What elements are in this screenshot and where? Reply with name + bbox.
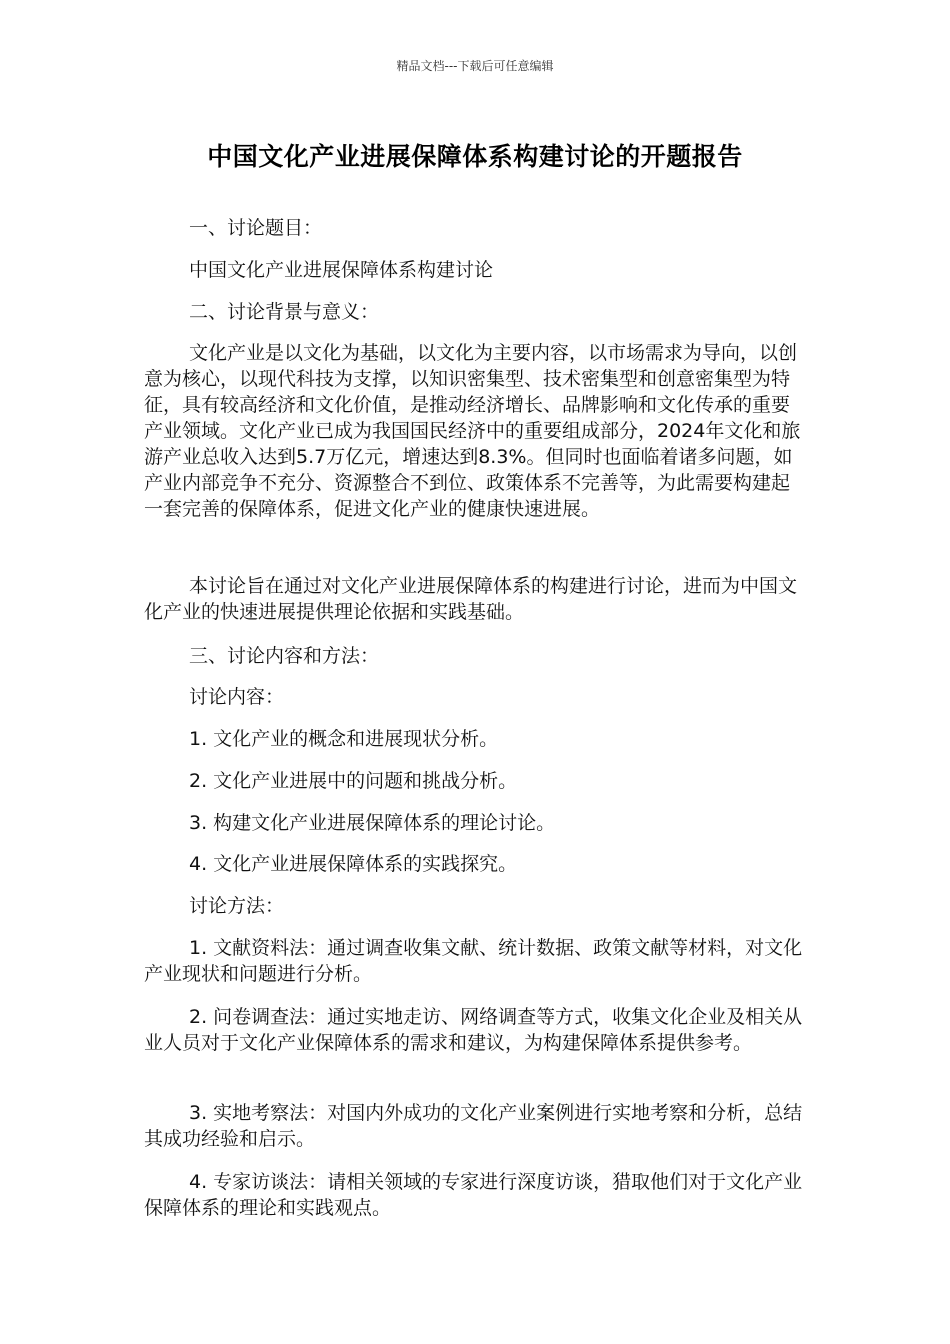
method-item: 3. 实地考察法：对国内外成功的文化产业案例进行实地考察和分析，总结其成功经验和启示。 [144,1102,803,1150]
method-item: 1. 文献资料法：通过调查收集文献、统计数据、政策文献等材料，对文化产业现状和问题进行分析。 [144,937,803,985]
content-item: 3. 构建文化产业进展保障体系的理论讨论。 [189,812,556,834]
method-item: 2. 问卷调查法：通过实地走访、网络调查等方式，收集文化企业及相关从业人员对于文化产业保障体系的需求和建议，为构建保障体系提供参考。 [144,1006,803,1054]
section1-text: 中国文化产业进展保障体系构建讨论 [189,259,494,281]
section2-paragraph-2: 本讨论旨在通过对文化产业进展保障体系的构建进行讨论，进而为中国文化产业的快速进展提供理论依据和实践基础。 [144,575,798,623]
content-heading: 讨论内容： [189,686,285,708]
method-item: 4. 专家访谈法：请相关领域的专家进行深度访谈，猎取他们对于文化产业保障体系的理论和实践观点。 [144,1171,803,1219]
content-item: 1. 文化产业的概念和进展现状分析。 [189,728,499,750]
header-note: 精品文档---下载后可任意编辑 [396,59,554,73]
content-item: 2. 文化产业进展中的问题和挑战分析。 [189,770,518,792]
section3-heading: 三、讨论内容和方法： [189,645,380,667]
section2-heading: 二、讨论背景与意义： [189,301,380,323]
document-title: 中国文化产业进展保障体系构建讨论的开题报告 [207,142,743,171]
section1-heading: 一、讨论题目： [189,217,323,239]
method-heading: 讨论方法： [189,895,285,917]
content-item: 4. 文化产业进展保障体系的实践探究。 [189,853,518,875]
section2-paragraph-1: 文化产业是以文化为基础，以文化为主要内容，以市场需求为导向，以创意为核心，以现代科技为支撑，以知识密集型、技术密集型和创意密集型为特征，具有较高经济和文化价值，是推动经济增长、品牌影响和文化传承的重要产业领域。文化产业已成为我国国民经济中的重要组成部分，2024年文化和旅游产业总收入达到5.7万亿元，增速达到8.3%。但同时也面临着诸多问题，如产业内部竞争不充分、资源整合不到位、政策体系不完善等，为此需要构建起一套完善的保障体系，促进文化产业的健康快速进展。 [144,342,801,520]
